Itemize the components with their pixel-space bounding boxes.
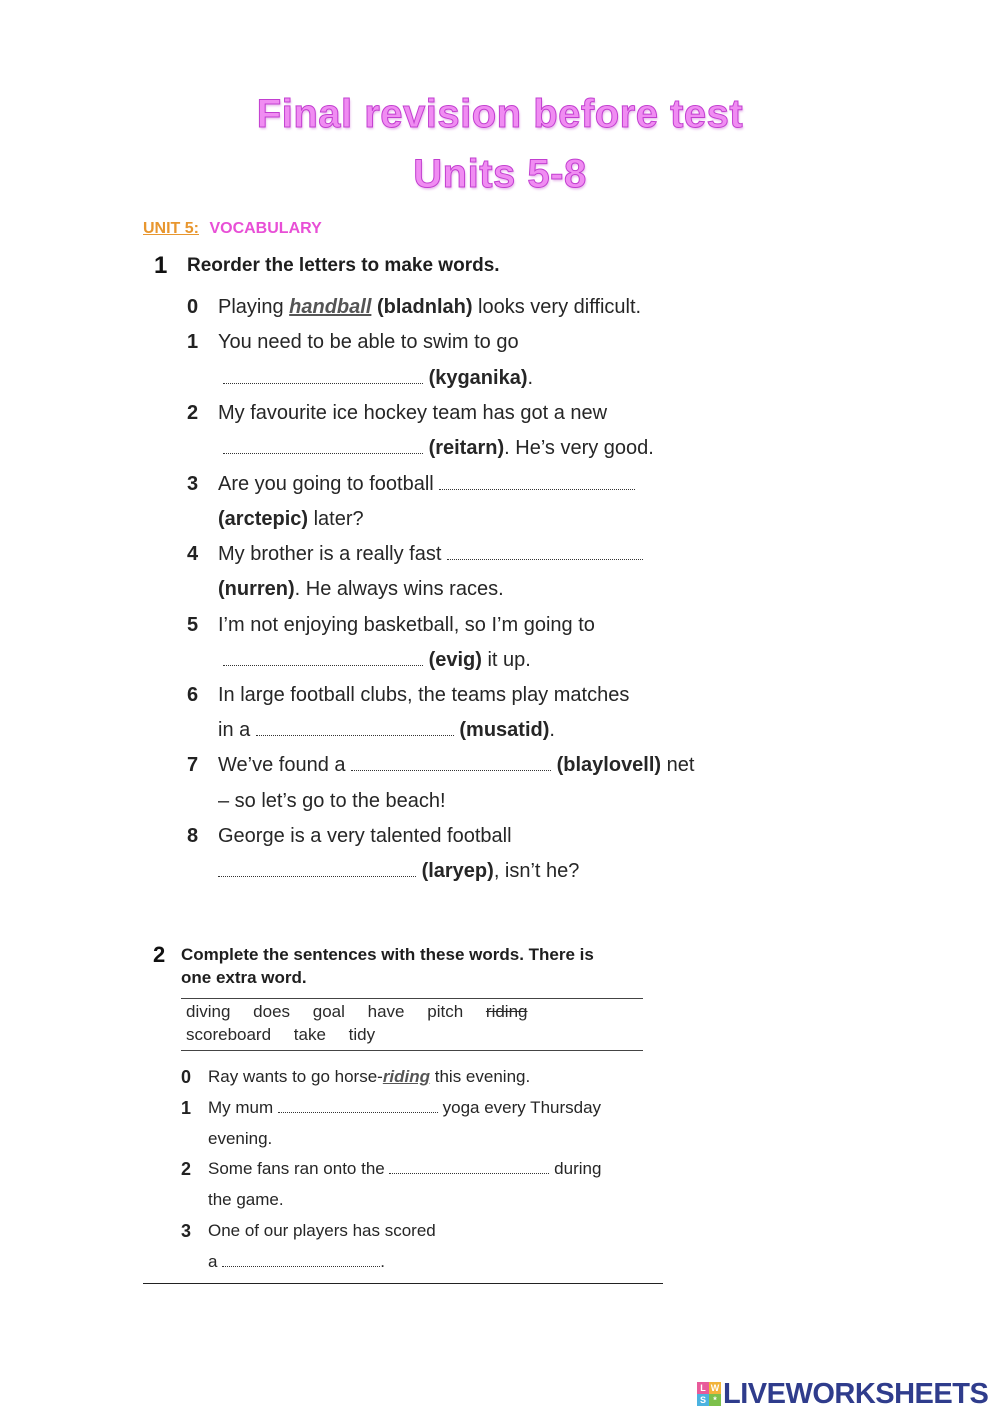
ex1-item-5-line2: (evig) it up. xyxy=(223,648,531,672)
liveworksheets-logo-icon: L W S * xyxy=(697,1382,721,1406)
ex1-item-2-line2: (reitarn). He’s very good. xyxy=(223,436,654,460)
example-answer: handball xyxy=(289,296,372,318)
logo-text: LIVEWORKSHEETS xyxy=(723,1377,989,1410)
bottom-divider xyxy=(143,1283,663,1284)
ex1-item-7: 7 We’ve found a (blaylovell) net xyxy=(187,754,695,776)
bank-word-scoreboard: scoreboard xyxy=(186,1025,272,1044)
exercise-2-instruction-line1: Complete the sentences with these words. There is xyxy=(181,945,594,964)
topic-label: VOCABULARY xyxy=(209,220,322,237)
ex1-item-3-line2: (arctepic) later? xyxy=(218,508,364,530)
answer-blank-5[interactable] xyxy=(223,649,423,666)
liveworksheets-logo xyxy=(697,1378,988,1410)
word-bank-top-line xyxy=(181,998,643,999)
answer-blank-3[interactable] xyxy=(439,473,635,490)
bank-word-does: does xyxy=(253,1002,291,1021)
bank-word-pitch: pitch xyxy=(427,1002,464,1021)
word-bank-row-2 xyxy=(186,1025,393,1045)
ex1-item-7-line2: – so let’s go to the beach! xyxy=(218,790,446,812)
bank-word-have: have xyxy=(367,1002,405,1021)
answer-blank-4[interactable] xyxy=(447,543,643,560)
ex2-item-1-line2: evening. xyxy=(208,1129,273,1148)
word-bank-row-1 xyxy=(186,1002,546,1022)
example-answer-2: riding xyxy=(382,1067,431,1086)
word-bank-bottom-line xyxy=(181,1050,643,1051)
ex1-item-2: 2 My favourite ice hockey team has got a new xyxy=(187,402,608,424)
ex2-item-2-line2: the game. xyxy=(208,1190,284,1209)
page-title-line1: Final revision before test xyxy=(256,92,744,136)
bank-word-tidy: tidy xyxy=(348,1025,376,1044)
exercise-1-number: 1 xyxy=(154,252,168,279)
ex1-item-6: 6 In large football clubs, the teams play matches xyxy=(187,684,630,706)
ex2-item-0: 0 Ray wants to go horse-riding this evening. xyxy=(181,1067,531,1087)
bank-word-take: take xyxy=(293,1025,326,1044)
exercise-1-instruction: Reorder the letters to make words. xyxy=(187,255,500,276)
ex1-item-4: 4 My brother is a really fast xyxy=(187,542,643,566)
ex1-item-1-line2: (kyganika). xyxy=(223,366,533,390)
unit-heading xyxy=(143,220,322,238)
ex1-item-6-line2: in a (musatid). xyxy=(218,719,555,741)
ex1-item-4-line2: (nurren). He always wins races. xyxy=(218,578,504,600)
ex2-item-1: 1 My mum yoga every Thursday xyxy=(181,1098,602,1118)
unit-label: UNIT 5: xyxy=(143,220,199,237)
answer-blank-8[interactable] xyxy=(218,860,416,877)
exercise-2-number: 2 xyxy=(153,942,166,967)
ex2-answer-blank-2[interactable] xyxy=(389,1159,549,1174)
bank-word-diving: diving xyxy=(186,1002,231,1021)
ex1-item-5: 5 I’m not enjoying basketball, so I’m going to xyxy=(187,614,595,636)
answer-blank-7[interactable] xyxy=(351,754,551,771)
ex1-item-0: 0 Playing handball (bladnlah) looks very difficult. xyxy=(187,296,642,318)
ex1-item-1: 1 You need to be able to swim to go xyxy=(187,331,519,353)
ex1-item-3: 3 Are you going to football xyxy=(187,472,635,496)
ex1-item-8: 8 George is a very talented football xyxy=(187,825,512,847)
ex2-answer-blank-3[interactable] xyxy=(222,1252,380,1267)
exercise-2-instruction-line2: one extra word. xyxy=(181,968,307,987)
answer-blank-2[interactable] xyxy=(223,437,423,454)
ex2-item-2: 2 Some fans ran onto the during xyxy=(181,1159,602,1179)
bank-word-goal: goal xyxy=(312,1002,345,1021)
bank-word-riding: riding xyxy=(485,1002,528,1021)
ex2-item-3: 3 One of our players has scored xyxy=(181,1221,436,1241)
ex2-item-3-line2: a . xyxy=(208,1252,385,1271)
ex2-answer-blank-1[interactable] xyxy=(278,1098,438,1113)
answer-blank-6[interactable] xyxy=(256,719,454,736)
ex1-item-8-line2: (laryep), isn’t he? xyxy=(218,859,579,883)
page-title-line2: Units 5-8 xyxy=(413,152,587,196)
answer-blank-1[interactable] xyxy=(223,367,423,384)
